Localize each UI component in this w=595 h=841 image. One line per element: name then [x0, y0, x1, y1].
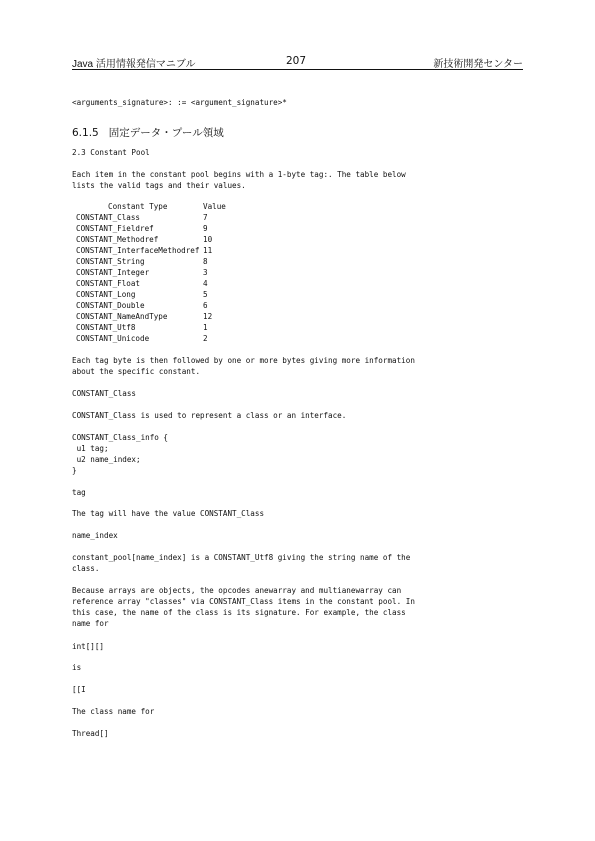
page-header — [72, 55, 523, 69]
class-description: CONSTANT_Class is used to represent a class or an interface. — [72, 411, 347, 420]
tag-label: tag — [72, 488, 86, 497]
constant-type: CONSTANT_Integer — [76, 268, 150, 277]
constant-value: 5 — [203, 290, 208, 299]
constant-type: CONSTANT_Float — [76, 279, 141, 288]
constant-value: 9 — [203, 224, 208, 233]
constant-value: 4 — [203, 279, 208, 288]
class-heading: CONSTANT_Class — [72, 389, 137, 398]
constant-type: CONSTANT_Methodref — [76, 235, 159, 244]
constant-type: CONSTANT_Fieldref — [76, 224, 154, 233]
struct-line-4: } — [72, 466, 77, 475]
constant-value: 7 — [203, 213, 208, 222]
constant-value: 8 — [203, 257, 208, 266]
after-table-line-2: about the specific constant. — [72, 367, 201, 376]
constant-value: 2 — [203, 334, 208, 343]
constant-value: 11 — [203, 246, 213, 255]
tag-description: The tag will have the value CONSTANT_Class — [72, 509, 265, 518]
constant-type: CONSTANT_InterfaceMethodref — [76, 246, 200, 255]
name-index-label: name_index — [72, 531, 118, 540]
arrays-line-2: reference array "classes" via CONSTANT_Class items in the constant pool. In — [72, 597, 415, 606]
section-number: 6.1.5 — [72, 127, 99, 139]
constant-type: CONSTANT_Long — [76, 290, 136, 299]
arrays-line-3: this case, the name of the class is its signature. For example, the class — [72, 608, 406, 617]
name-index-line-2: class. — [72, 564, 100, 573]
example-signature: [[I — [72, 685, 86, 694]
intro-line-1: Each item in the constant pool begins with a 1-byte tag:. The table below — [72, 170, 406, 179]
constant-value: 6 — [203, 301, 208, 310]
constant-type: CONSTANT_Utf8 — [76, 323, 136, 332]
struct-line-2: u1 tag; — [72, 444, 109, 453]
header-title: Java 活用情報発信マニブル — [72, 59, 196, 70]
arrays-line-1: Because arrays are objects, the opcodes anewarray and multianewarray can — [72, 586, 402, 595]
signature-line: <arguments_signature>: := <argument_signature>* — [72, 98, 287, 107]
section-title: 固定データ・プール領域 — [108, 127, 224, 139]
example-thread-array: Thread[] — [72, 729, 109, 738]
header-department: 新技術開発センター — [433, 59, 523, 70]
constant-type: CONSTANT_NameAndType — [76, 312, 168, 321]
section-heading — [72, 125, 224, 140]
constant-value: 12 — [203, 312, 213, 321]
constant-value: 1 — [203, 323, 208, 332]
constant-type: CONSTANT_String — [76, 257, 145, 266]
constant-value: 3 — [203, 268, 208, 277]
after-table-line-1: Each tag byte is then followed by one or more bytes giving more information — [72, 356, 415, 365]
is-word: is — [72, 663, 82, 672]
constant-type: CONSTANT_Double — [76, 301, 145, 310]
class-name-for: The class name for — [72, 707, 155, 716]
constant-value: 10 — [203, 235, 213, 244]
intro-line-2: lists the valid tags and their values. — [72, 181, 246, 190]
constant-type: CONSTANT_Unicode — [76, 334, 150, 343]
column-header-value: Value — [203, 202, 226, 211]
struct-line-1: CONSTANT_Class_info { — [72, 433, 169, 442]
name-index-line-1: constant_pool[name_index] is a CONSTANT_Utf8 giving the string name of the — [72, 553, 411, 562]
subsection-heading: 2.3 Constant Pool — [72, 148, 150, 157]
struct-line-3: u2 name_index; — [72, 455, 141, 464]
header-rule — [72, 69, 523, 70]
constant-type: CONSTANT_Class — [76, 213, 141, 222]
example-int-array: int[][] — [72, 642, 105, 651]
arrays-line-4: name for — [72, 619, 109, 628]
page-number: 207 — [286, 55, 307, 67]
column-header-constant-type: Constant Type — [108, 202, 168, 211]
